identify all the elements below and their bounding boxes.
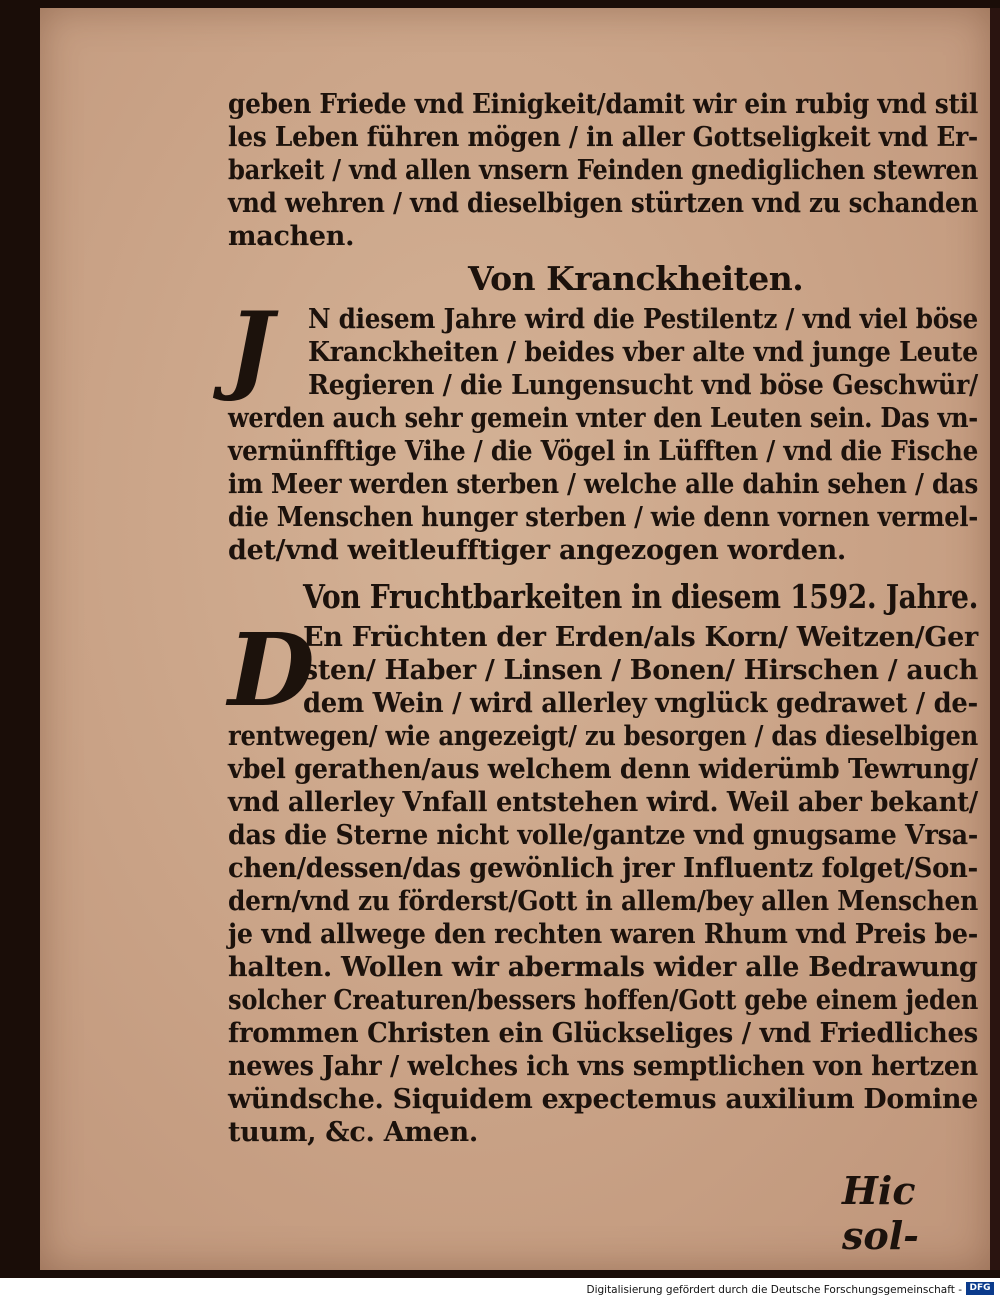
text-line: halten. Wollen wir abermals wider alle Bedrawung [228,952,978,983]
paragraph-3 [228,621,988,1149]
decorated-initial: D [228,611,315,729]
section-heading-fertility: Von Fruchtbarkeiten in diesem 1592. Jahre. [303,577,978,616]
dfg-logo: DFG [966,1282,994,1295]
text-line: dem Wein / wird allerley vnglück gedrawet / de- [303,688,978,719]
text-line: solcher Creaturen/bessers hoffen/Gott gebe einem jeden [228,985,978,1016]
paragraph-2 [228,303,988,567]
text-line: vnd wehren / vnd dieselbigen stürtzen vnd zu schanden [228,188,978,219]
text-line: sten/ Haber / Linsen / Bonen/ Hirschen / auch [303,655,978,686]
text-line: Kranckheiten / beides vber alte vnd junge Leute [308,337,978,368]
page-text [228,88,988,1149]
decorated-initial: J [228,291,274,404]
text-line: N diesem Jahre wird die Pestilentz / vnd viel böse [308,304,978,335]
text-line: vernünfftige Vihe / die Vögel in Lüfften / vnd die Fische [228,436,978,467]
paragraph-1 [228,88,988,253]
text-line: wündsche. Siquidem expectemus auxilium Domine [228,1084,978,1115]
text-line: geben Friede vnd Einigkeit/damit wir ein rubig vnd stil [228,89,978,120]
catchword: Hic sol- [842,1168,919,1258]
text-line: das die Sterne nicht volle/gantze vnd gnugsame Vrsa- [228,820,978,851]
text-line: vbel gerathen/aus welchem denn widerümb Tewrung/ [228,754,978,785]
text-line: newes Jahr / welches ich vns semptlichen von hertzen [228,1051,978,1082]
text-line: je vnd allwege den rechten waren Rhum vnd Preis be- [228,919,978,950]
text-line: barkeit / vnd allen vnsern Feinden gnediglichen stewren [228,155,978,186]
text-line: En Früchten der Erden/als Korn/ Weitzen/Ger [303,622,978,653]
text-line: les Leben führen mögen / in aller Gottseligkeit vnd Er- [228,122,978,153]
text-line: frommen Christen ein Glückseliges / vnd Friedliches [228,1018,978,1049]
text-line: werden auch sehr gemein vnter den Leuten sein. Das vn- [228,403,978,434]
text-line: det/vnd weitleufftiger angezogen worden. [228,535,847,566]
text-line: die Menschen hunger sterben / wie denn vornen vermel- [228,502,978,533]
text-line: im Meer werden sterben / welche alle dahin sehen / das [228,469,978,500]
text-line: dern/vnd zu förderst/Gott in allem/bey allen Menschen [228,886,978,917]
text-line: tuum, &c. Amen. [228,1117,478,1148]
footer-credit: Digitalisierung gefördert durch die Deutsche Forschungsgemeinschaft - [586,1284,962,1296]
page-edge [990,8,1000,1270]
section-heading-diseases: Von Kranckheiten. [468,259,804,298]
text-line: rentwegen/ wie angezeigt/ zu besorgen / das dieselbigen [228,721,978,752]
text-line: chen/dessen/das gewönlich jrer Influentz folget/Son- [228,853,978,884]
text-line: vnd allerley Vnfall entstehen wird. Weil aber bekant/ [228,787,978,818]
text-line: machen. [228,221,355,252]
text-line: Regieren / die Lungensucht vnd böse Geschwür/ [308,370,978,401]
